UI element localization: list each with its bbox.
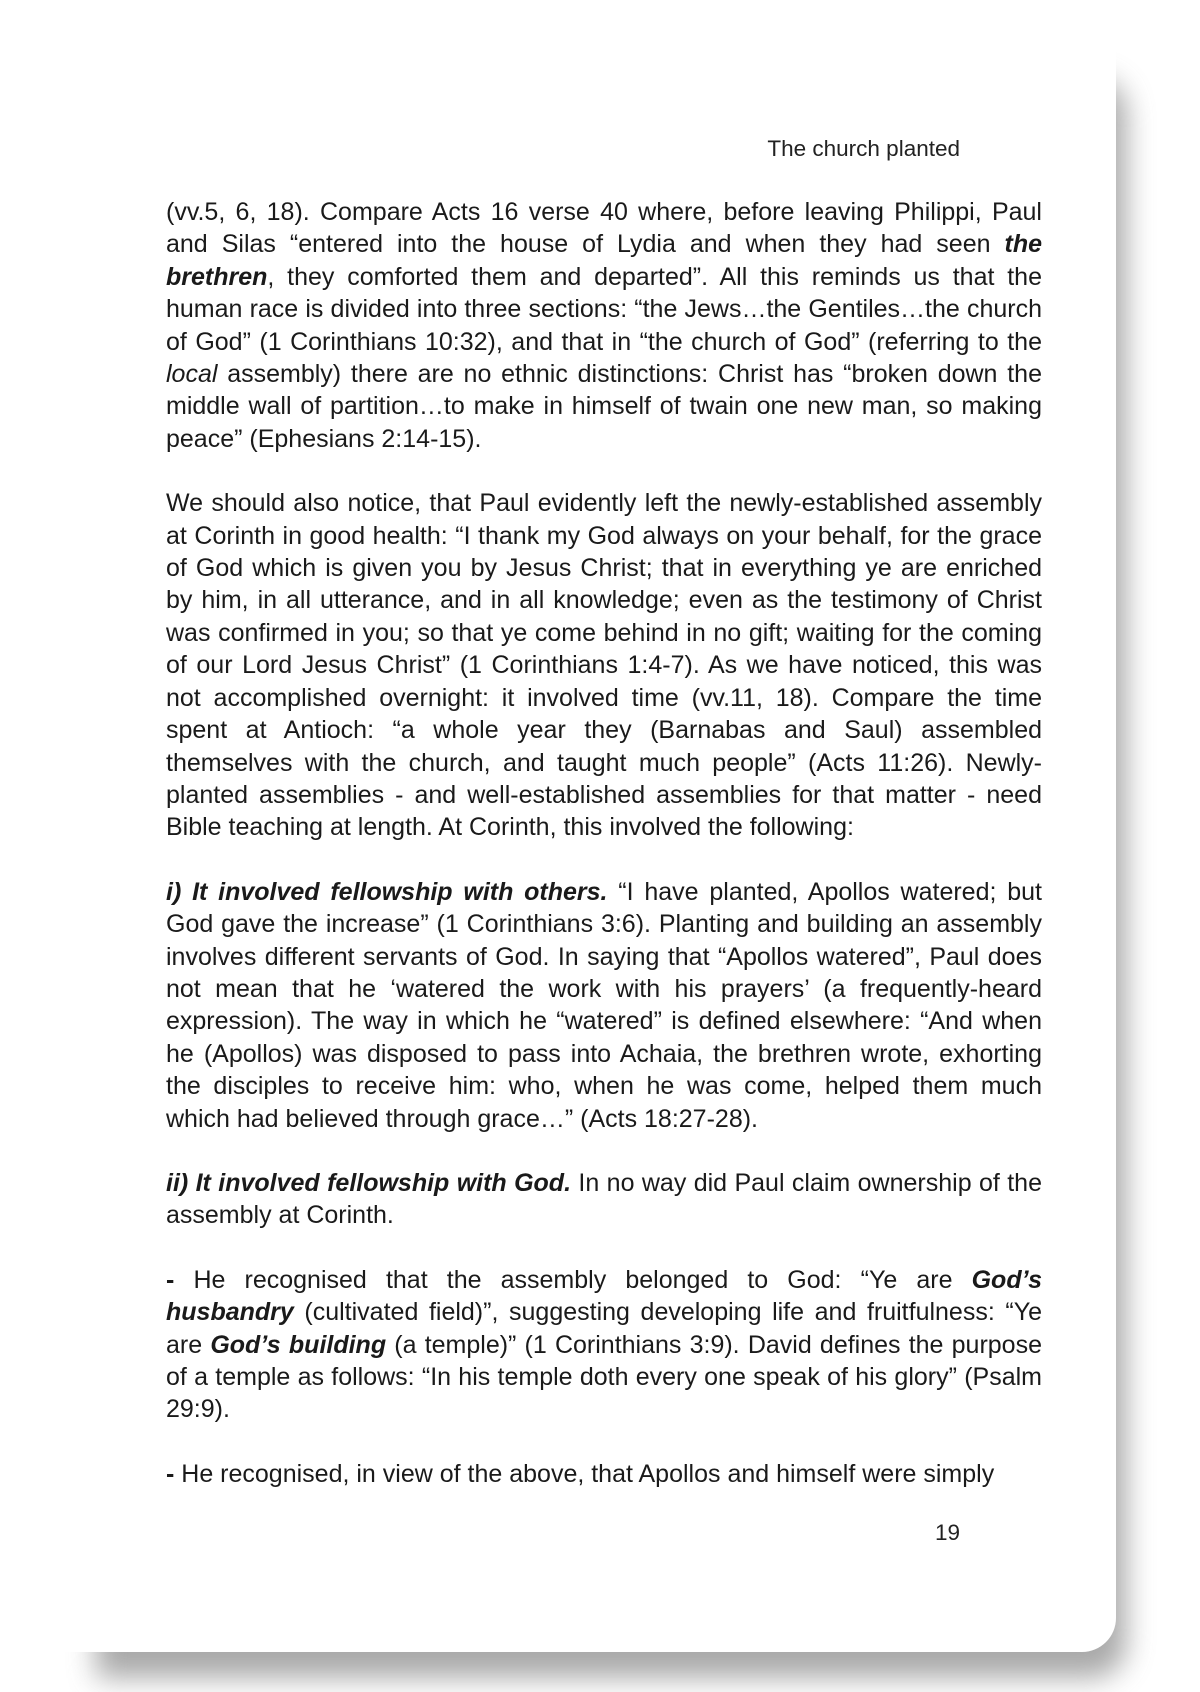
- paragraph-3-text: “I have planted, Apollos watered; but God gave the increase” (1 Corinthians 3:6). Planting and building an assembly involves different servants of God. In saying that “Apollos watered”, Paul does not mean that he ‘watered the work with his prayers’ (a frequently-heard expression). The way in which he “watered” is defined elsewhere: “And when he (Apollos) was disposed to pass into Achaia, the brethren wrote, exhorting the disciples to receive him: who, when he was come, helped them much which had believed through grace…” (Acts 18:27-28).: [166, 877, 1042, 1133]
- bullet-dash: -: [166, 1265, 175, 1294]
- paragraph-5-text-a: He recognised that the assembly belonged to God: “Ye are: [174, 1265, 972, 1294]
- paragraph-1: [166, 196, 1042, 455]
- paragraph-2: We should also notice, that Paul evidently left the newly-established assembly at Corinth in good health: “I thank my God always on your behalf, for the grace of God which is given you by Jesus Christ; that in everything ye are enriched by him, in all utterance, and in all knowledge; even as the testimony of Christ was confirmed in you; so that ye come behind in no gift; waiting for the coming of our Lord Jesus Christ” (1 Corinthians 1:4-7). As we have noticed, this was not accomplished overnight: it involved time (vv.11, 18). Compare the time spent at Antioch: “a whole year they (Barnabas and Saul) assembled themselves with the church, and taught much people” (Acts 11:26). Newly-planted assemblies - and well-established assemblies for that matter - need Bible teaching at length. At Corinth, this involved the following:: [166, 489, 1042, 842]
- section-heading-fellowship-with-others: i) It involved fellowship with others.: [166, 877, 608, 906]
- paragraph-5-text-c: (a temple)” (1 Corinthians 3:9). David defines the purpose of a temple as follows: “In his temple doth every one speak of his glory” (Psalm 29:9).: [166, 1330, 1042, 1424]
- emphasis-gods-building: God’s building: [210, 1330, 387, 1359]
- section-heading-fellowship-with-god: ii) It involved fellowship with God.: [166, 1168, 572, 1197]
- bullet-dash: -: [166, 1459, 175, 1488]
- page-body: [166, 196, 1042, 1522]
- paragraph-4-text: In no way did Paul claim ownership of the assembly at Corinth.: [166, 1168, 1042, 1230]
- paragraph-6: [166, 1458, 1042, 1490]
- emphasis-the-brethren: the brethren: [166, 230, 1042, 291]
- emphasis-local: local: [166, 360, 218, 389]
- paragraph-1-text-b: , they comforted them and departed”. All this reminds us that the human race is divided into three sections: “the Jews…the Gentiles…the church of God” (1 Corinthians 10:32), and that in “the church of God” (referring to the: [166, 262, 1042, 356]
- emphasis-gods-husbandry: God’s husbandry: [166, 1265, 1042, 1327]
- paragraph-4: [166, 1167, 1042, 1232]
- paragraph-5: [166, 1264, 1042, 1426]
- page-number: 19: [934, 1520, 960, 1545]
- paragraph-5-text-b: (cultivated field)”, suggesting developing life and fruitfulness: “Ye are: [166, 1298, 1042, 1359]
- running-header: The church planted: [767, 136, 960, 161]
- paragraph-1-text-a: (vv.5, 6, 18). Compare Acts 16 verse 40 where, before leaving Philippi, Paul and Silas “entered into the house of Lydia and when they had seen: [166, 198, 1042, 259]
- paragraph-3: [166, 876, 1042, 1135]
- paragraph-1-text-c: assembly) there are no ethnic distinctions: Christ has “broken down the middle wall of partition…to make in himself of twain one new man, so making peace” (Ephesians 2:14-15).: [166, 360, 1042, 453]
- paragraph-6-text: He recognised, in view of the above, that Apollos and himself were simply: [174, 1459, 995, 1488]
